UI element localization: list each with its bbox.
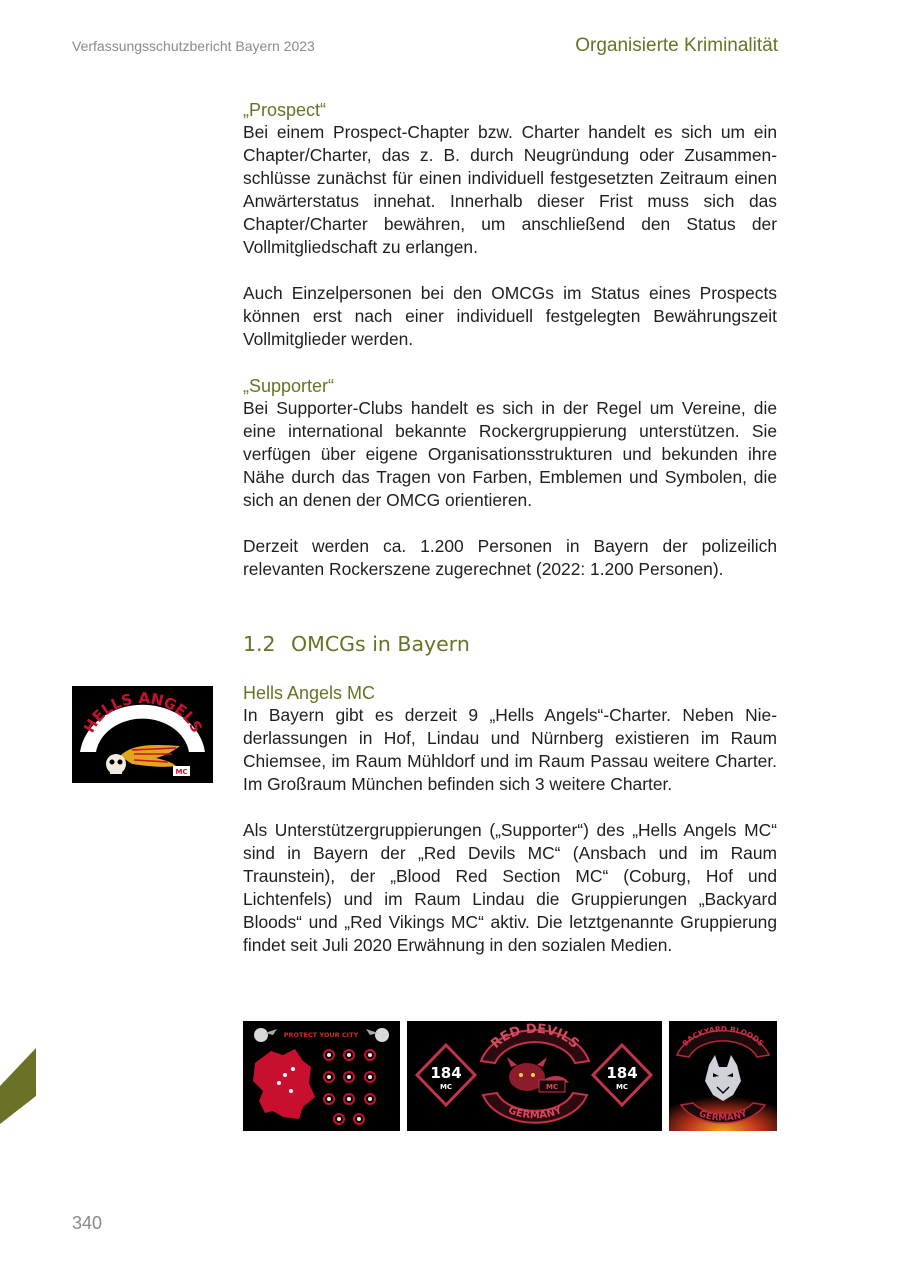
hells-angels-mc-badge: MC — [175, 768, 188, 776]
red-devils-diamond-left-number: 184 — [430, 1064, 462, 1082]
supporter-paragraph-2: Derzeit werden ca. 1.200 Personen in Bayern der polizeilich relevanten Rockerszene zugerechnet (2022: 1.200 Personen). — [243, 536, 777, 579]
page-edge-tab — [0, 1048, 36, 1124]
backyard-bloods-image — [669, 1021, 777, 1131]
running-head-title: Verfassungsschutzbericht Bayern 2023 — [72, 38, 315, 54]
hells-angels-logo — [72, 686, 213, 783]
supporter-heading: „Supporter“ — [243, 376, 335, 396]
protect-banner-text: PROTECT YOUR CITY — [283, 1031, 359, 1039]
prospect-paragraph-2: Auch Einzelpersonen bei den OMCGs im Status eines Prospects können erst nach einer individuell festgelegten Bewährungszeit Vollmitglieder werden. — [243, 283, 777, 349]
hells-angels-column — [243, 682, 777, 957]
red-devils-diamond-left-sub: MC — [439, 1083, 453, 1091]
red-devils-bottom-text: GERMANY — [506, 1105, 564, 1122]
red-devils-image — [407, 1021, 662, 1131]
red-devils-diamond-right-number: 184 — [606, 1064, 638, 1082]
page-number: 340 — [72, 1213, 103, 1233]
section-title: OMCGs in Bayern — [291, 632, 470, 656]
hells-angels-paragraph-1: In Bayern gibt es derzeit 9 „Hells Angels“-Charter. Neben Niederlassungen in Hof, Lindau und Nürnberg existieren im Raum Chiemsee, im Raum Mühldorf und im Raum Passau weitere Charter. Im Großraum München befinden sich 3 weitere Charter. — [243, 705, 777, 794]
prospect-paragraph-1: Bei einem Prospect-Chapter bzw. Charter handelt es sich um ein Chapter/Charter, das z. B. durch Neugründung oder Zusammenschlüsse zunächst für einen individuell festgesetzten Zeitraum einen Anwärterstatus innehat. Innerhalb dieser Frist muss sich das Chapter/Charter bewähren, um anschließend den Status der Vollmitgliedschaft zu erlangen. — [243, 122, 777, 257]
prospect-heading: „Prospect“ — [243, 100, 327, 120]
backyard-bloods-top-text: BACKYARD BLOODS — [680, 1024, 766, 1048]
red-devils-top-text: RED DEVILS — [488, 1021, 582, 1052]
supporter-paragraph-1: Bei Supporter-Clubs handelt es sich in der Regel um Vereine, die eine international bekannte Rockergruppierung unterstützen. Sie verfügen über eigene Organisationsstrukturen und bekunden ihre Nähe durch das Tragen von Farben, Emblemen und Symbolen, die sich an denen der OMCG orientieren. — [243, 398, 777, 510]
red-devils-center-badge: MC — [545, 1083, 559, 1091]
hells-angels-heading: Hells Angels MC — [243, 683, 376, 703]
section-heading — [243, 632, 470, 656]
hells-angels-logo-text: HELLS ANGELS — [80, 689, 206, 736]
red-devils-diamond-right-sub: MC — [615, 1083, 629, 1091]
section-number: 1.2 — [243, 632, 276, 656]
protect-your-city-image — [243, 1021, 400, 1131]
backyard-bloods-bottom-text: GERMANY — [697, 1109, 749, 1124]
intro-column — [243, 99, 777, 581]
hells-angels-paragraph-2: Als Unterstützergruppierungen („Supporter“) des „Hells Angels MC“ sind in Bayern der „Red Devils MC“ (Ansbach und im Raum Traunstein), der „Blood Red Section MC“ (Coburg, Hof und Lichtenfels) und im Raum Lindau die Gruppierungen „Backyard Bloods“ und „Red Vikings MC“ aktiv. Die letztgenannte Gruppierung findet seit Juli 2020 Erwähnung in den sozialen Medien. — [243, 820, 777, 955]
running-head-chapter: Organisierte Kriminalität — [575, 35, 778, 56]
